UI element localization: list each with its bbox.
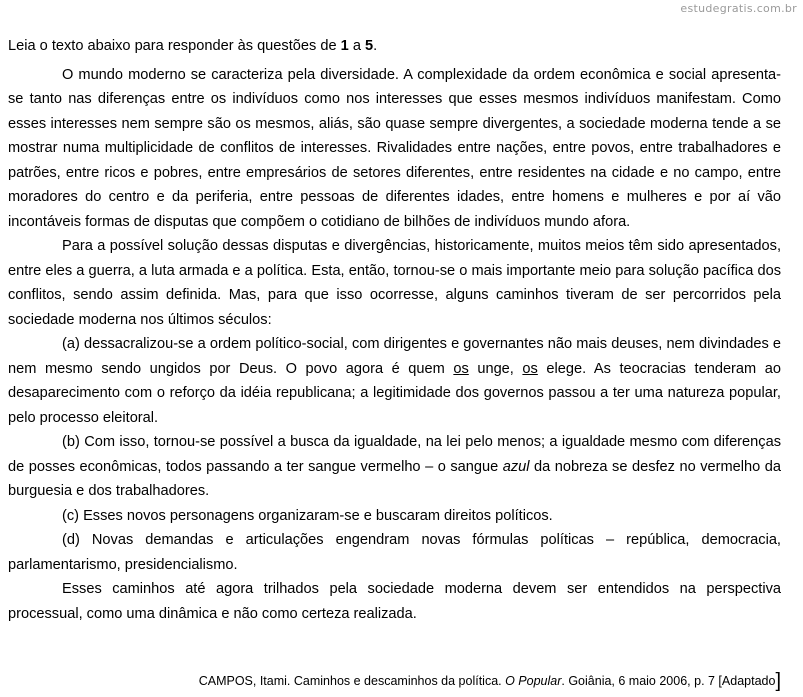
instructions-text: Leia o texto abaixo para responder às questões de xyxy=(8,38,341,54)
instructions xyxy=(8,34,781,59)
citation-source: O Popular xyxy=(505,674,562,688)
instructions-connector: a xyxy=(348,38,366,54)
citation-bracket: ] xyxy=(775,670,781,692)
paragraph-b-part-1: (b) Com isso, tornou-se possível a busca da igualdade, na lei pelo menos; a igualdade mesmo com diferenças de posses econômicas, todos passando a ter sangue vermelho – o sangue xyxy=(8,434,781,475)
paragraph-a-part-1: (a) dessacralizou-se a ordem político-social, com dirigentes e governantes não mais deuses, nem divindades e nem mesmo sendo ungidos por Deus. O povo agora é quem xyxy=(8,336,781,377)
document-body xyxy=(8,34,781,626)
paragraph-final: Esses caminhos até agora trilhados pela sociedade moderna devem ser entendidos na perspectiva processual, como uma dinâmica e não como certeza realizada. xyxy=(8,581,781,622)
question-start: 1 xyxy=(340,38,349,54)
watermark: estudegratis.com.br xyxy=(680,2,797,15)
paragraph-a-part-3: elege. As teocracias tenderam ao desaparecimento com o reforço da idéia republicana; a legitimidade dos governos passou a ter uma natureza popular, pelo processo eleitoral. xyxy=(8,360,781,426)
paragraph-d: (d) Novas demandas e articulações engendram novas fórmulas políticas – república, democracia, parlamentarismo, presidencialismo. xyxy=(8,532,781,573)
paragraph-1: O mundo moderno se caracteriza pela diversidade. A complexidade da ordem econômica e social apresenta-se tanto nas diferenças entre os indivíduos como nos interesses que esses mesmos indivíduos manifestam. Como esses interesses nem sempre são os mesmos, aliás, são quase sempre divergentes, a sociedade moderna tende a se mostrar numa multiplicidade de conflitos de interesses. Rivalidades entre nações, entre povos, entre trabalhadores e patrões, entre ricos e pobres, entre empresários de setores diferentes, entre residentes na cidade e no campo, entre moradores do centro e da periferia, entre pessoas de diferentes idades, entre homens e mulheres e por aí vão incontáveis formas de disputas que compõem o cotidiano de bilhões de indivíduos mundo afora. xyxy=(8,66,781,230)
paragraph-b-part-2: da nobreza se desfez no vermelho da burguesia e dos trabalhadores. xyxy=(8,458,781,499)
citation-author-title: CAMPOS, Itami. Caminhos e descaminhos da política. xyxy=(198,674,506,688)
underlined-os-1: os xyxy=(453,360,469,377)
citation xyxy=(198,670,781,692)
italic-azul: azul xyxy=(502,458,530,475)
paragraph-c: (c) Esses novos personagens organizaram-se e buscaram direitos políticos. xyxy=(62,507,553,524)
underlined-os-2: os xyxy=(522,360,538,377)
paragraph-2: Para a possível solução dessas disputas e divergências, historicamente, muitos meios têm sido apresentados, entre eles a guerra, a luta armada e a política. Esta, então, tornou-se o mais importante meio para solução pacífica dos conflitos, sendo assim definida. Mas, para que isso ocorresse, alguns caminhos tiveram de ser percorridos pela sociedade moderna nos últimos séculos: xyxy=(8,238,781,328)
instructions-period: . xyxy=(373,38,378,54)
paragraph-a-part-2: unge, xyxy=(468,360,523,377)
citation-details: . Goiânia, 6 maio 2006, p. 7 [Adaptado xyxy=(561,674,776,688)
paragraph-b xyxy=(8,430,781,504)
question-end: 5 xyxy=(365,38,374,54)
paragraph-a xyxy=(8,332,781,430)
